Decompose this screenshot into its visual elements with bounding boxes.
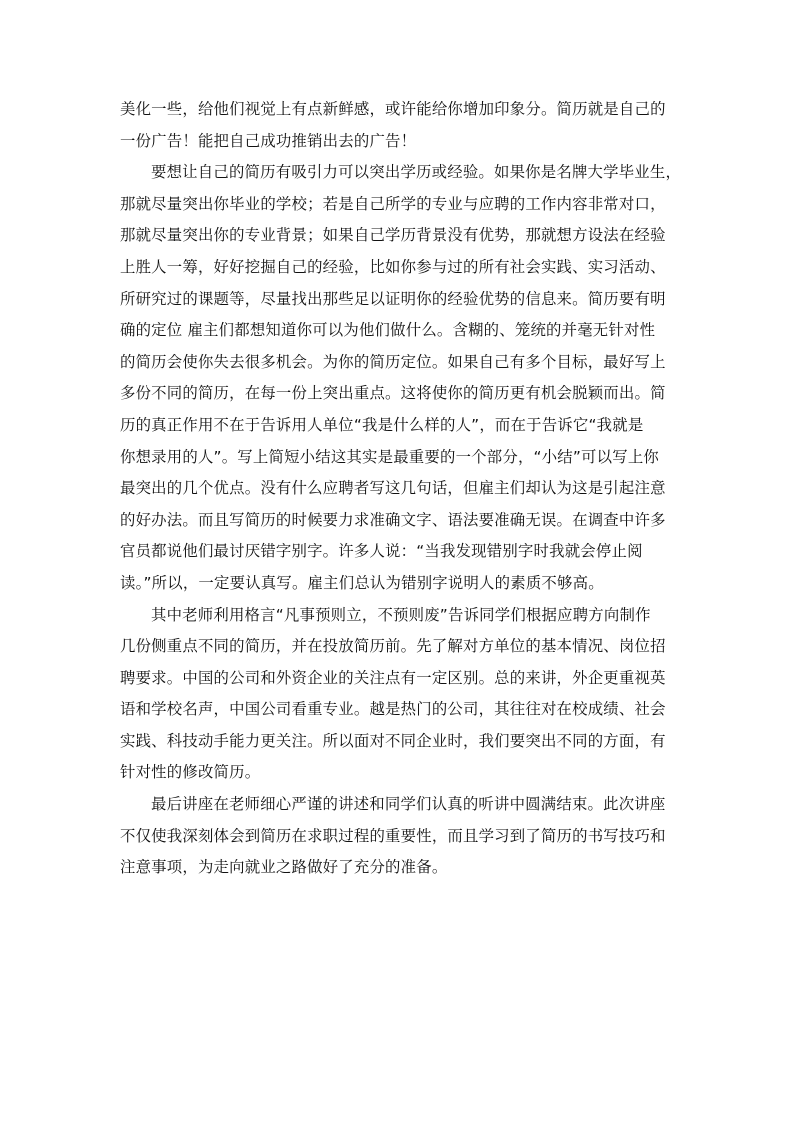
text-line: 针对性的修改简历。 bbox=[120, 763, 261, 782]
text-line: 的简历会使你失去很多机会。为你的简历定位。如果自己有多个目标，最好写上 bbox=[120, 352, 666, 371]
text-line: 要想让自己的简历有吸引力可以突出学历或经验。如果你是名牌大学毕业生， bbox=[151, 163, 682, 182]
text-line: 那就尽量突出你的专业背景；如果自己学历背景没有优势，那就想方设法在经验 bbox=[120, 226, 666, 245]
text-line: 美化一些，给他们视觉上有点新鲜感，或许能给你增加印象分。简历就是自己的 bbox=[120, 100, 666, 118]
text-line: 官员都说他们最讨厌错字别字。许多人说：“当我发现错别字时我就会停止阅 bbox=[120, 542, 643, 561]
text-line: 历的真正作用不在于告诉用人单位“我是什么样的人”，而在于告诉它“我就是 bbox=[120, 415, 644, 434]
text-line: 那就尽量突出你毕业的学校；若是自己所学的专业与应聘的工作内容非常对口， bbox=[120, 194, 666, 213]
text-line: 所研究过的课题等，尽量找出那些足以证明你的经验优势的信息来。简历要有明 bbox=[120, 289, 666, 308]
text-line: 语和学校名声，中国公司看重专业。越是热门的公司，其往往对在校成绩、社会 bbox=[120, 700, 666, 719]
text-line: 最后讲座在老师细心严谨的讲述和同学们认真的听讲中圆满结束。此次讲座 bbox=[151, 795, 666, 814]
paragraph-4 bbox=[120, 789, 680, 884]
text-line: 上胜人一筹，好好挖掘自己的经验，比如你参与过的所有社会实践、实习活动、 bbox=[120, 257, 666, 276]
text-line: 一份广告！能把自己成功推销出去的广告！ bbox=[120, 131, 417, 150]
paragraph-3 bbox=[120, 600, 680, 790]
text-line: 读。”所以，一定要认真写。雇主们总认为错别字说明人的素质不够高。 bbox=[120, 573, 604, 592]
text-line: 其中老师利用格言“凡事预则立，不预则废”告诉同学们根据应聘方向制作 bbox=[151, 605, 651, 624]
paragraph-1 bbox=[120, 94, 680, 157]
text-line: 最突出的几个优点。没有什么应聘者写这几句话，但雇主们却认为这是引起注意 bbox=[120, 479, 666, 498]
document-body bbox=[120, 94, 680, 884]
text-line: 实践、科技动手能力更关注。所以面对不同企业时，我们要突出不同的方面，有 bbox=[120, 731, 666, 750]
text-line: 多份不同的简历，在每一份上突出重点。这将使你的简历更有机会脱颖而出。简 bbox=[120, 384, 666, 403]
paragraph-2 bbox=[120, 157, 680, 599]
text-line: 注意事项，为走向就业之路做好了充分的准备。 bbox=[120, 858, 448, 877]
text-line: 聘要求。中国的公司和外资企业的关注点有一定区别。总的来讲，外企更重视英 bbox=[120, 668, 666, 687]
text-line: 的好办法。而且写简历的时候要力求准确文字、语法要准确无误。在调查中许多 bbox=[120, 510, 666, 529]
text-line: 你想录用的人”。写上简短小结这其实是最重要的一个部分，“小结”可以写上你 bbox=[120, 447, 660, 466]
text-line: 确的定位 雇主们都想知道你可以为他们做什么。含糊的、笼统的并毫无针对性 bbox=[120, 321, 656, 340]
text-line: 几份侧重点不同的简历，并在投放简历前。先了解对方单位的基本情况、岗位招 bbox=[120, 637, 666, 656]
text-line: 不仅使我深刻体会到简历在求职过程的重要性，而且学习到了简历的书写技巧和 bbox=[120, 826, 666, 845]
